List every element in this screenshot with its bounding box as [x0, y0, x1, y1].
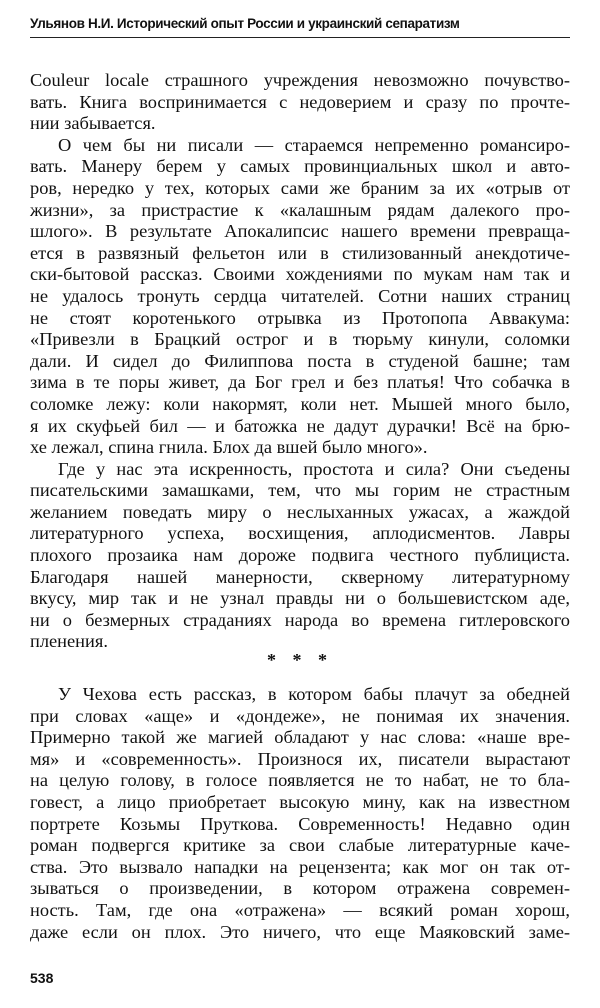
text-line: ски-бытовой рассказ. Своими хождениями по мукам нам так и	[30, 264, 570, 285]
text-line: зима в те поры живет, да Бог грел и без платья! Что собачка в	[30, 372, 570, 393]
text-line: вкусу, мир так и не узнал правды ни о большевистском аде,	[30, 588, 570, 609]
text-line: не удалось тронуть сердца читателей. Сотни наших страниц	[30, 285, 570, 306]
text-line: ства. Это вызвало нападки на рецензента; как мог он так от-	[30, 856, 570, 877]
text-line: пленения.	[30, 631, 108, 652]
text-line: даже если он плох. Это ничего, что еще Маяковский заме-	[30, 921, 570, 942]
text-line: при словах «аще» и «дондеже», не понимая их значения.	[30, 705, 570, 726]
text-line: не стоят коротенького отрывка из Протопопа Аввакума:	[30, 307, 570, 328]
text-line: вать. Манеру берем у самых провинциальных школ и авто-	[30, 156, 570, 177]
text-line: хе лежал, спина гнила. Блох да вшей было много».	[30, 437, 428, 458]
text-line: зываться о произведении, в котором отражена современ-	[30, 878, 570, 899]
text-line: Примерно такой же магией обладают у нас слова: «наше вре-	[30, 727, 570, 748]
text-line: литературного успеха, восхищения, аплодисментов. Лавры	[30, 523, 570, 544]
text-line: говест, а лицо приобретает высокую мину, как на известном	[30, 791, 570, 812]
text-line: ров, нередко у тех, которых сами же браним за их «отрыв от	[30, 177, 570, 198]
text-line: желанием поведать миру о неслыханных ужасах, а жаждой	[30, 501, 570, 522]
text-block-top	[30, 70, 570, 653]
text-line: на целую голову, в голосе появляется не то набат, не то бла-	[30, 770, 570, 791]
text-line: дали. И сидел до Филиппова поста в студеной башне; там	[30, 350, 570, 371]
text-line: я их скуфьей бил — и батожка не дадут дурачки! Всё на брю-	[30, 415, 570, 436]
text-line: портрете Козьмы Пруткова. Современность! Недавно один	[30, 813, 570, 834]
text-line: жизни», за пристрастие к «калашным рядам далекого про-	[30, 199, 570, 220]
text-line: роман подвергся критике за свои слабые литературные каче-	[30, 835, 570, 856]
text-line: ни о безмерных страданиях народа во времена гитлеровского	[30, 609, 570, 630]
text-line: вать. Книга воспринимается с недоверием и сразу по прочте-	[30, 91, 570, 112]
text-line: нии забывается.	[30, 113, 156, 134]
text-line: писательскими замашками, тем, что мы горим не страстным	[30, 480, 570, 501]
text-line: мя» и «современность». Произнося их, писатели вырастают	[30, 748, 570, 769]
text-line: О чем бы ни писали — стараемся непременно романсиро-	[58, 134, 570, 155]
page-number: 538	[30, 970, 54, 986]
text-block-bottom	[30, 684, 570, 943]
header-rule	[30, 37, 570, 38]
text-line: ность. Там, где она «отражена» — всякий роман хорош,	[30, 899, 570, 920]
text-line: Благодаря нашей манерности, скверному литературному	[30, 566, 570, 587]
text-line: Couleur locale страшного учреждения невозможно почувство-	[30, 70, 570, 90]
section-separator: * * *	[267, 650, 333, 670]
text-line: плохого прозаика нам дороже подвига честного публициста.	[30, 545, 570, 566]
text-line: ется в развязный фельетон или в стилизованный анекдотиче-	[30, 242, 570, 263]
text-line: У Чехова есть рассказ, в котором бабы плачут за обедней	[58, 684, 570, 704]
text-line: шлого». В результате Апокалипсис нашего времени превраща-	[30, 221, 570, 242]
running-header: Ульянов Н.И. Исторический опыт России и украинский сепаратизм	[30, 16, 460, 31]
text-line: «Привезли в Брацкий острог и в тюрьму кинули, соломки	[30, 329, 570, 350]
text-line: соломке лежу: коли накормят, коли нет. Мышей много было,	[30, 393, 570, 414]
text-line: Где у нас эта искренность, простота и сила? Они съедены	[58, 458, 570, 479]
